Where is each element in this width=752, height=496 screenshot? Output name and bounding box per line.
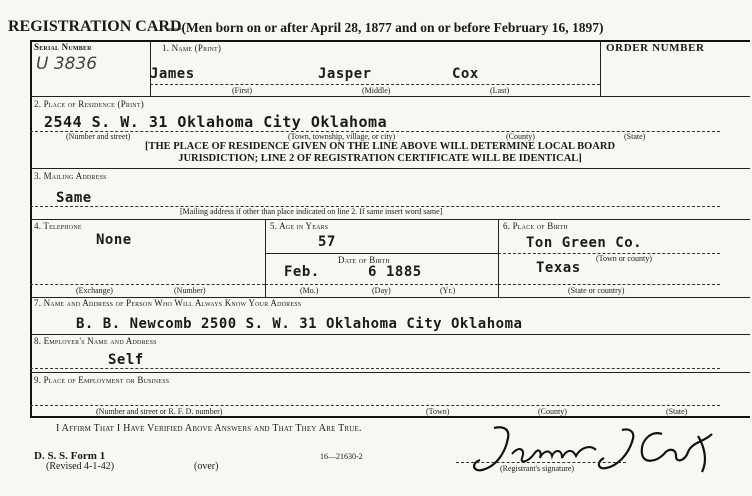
affirm-text: I Affirm That I Have Verified Above Answers and That They Are True. (56, 423, 362, 434)
contact-value: B. B. Newcomb 2500 S. W. 31 Oklahoma City Oklahoma (76, 316, 523, 332)
contact-label: 7. Name and Address of Person Who Will Always Know Your Address (34, 298, 302, 308)
name-middle: Jasper (318, 66, 372, 82)
residence-label: 2. Place of Residence (Print) (34, 99, 144, 109)
residence-value: 2544 S. W. 31 Oklahoma City Oklahoma (44, 113, 388, 131)
employer-value: Self (108, 352, 144, 368)
mailing-value: Same (56, 190, 92, 206)
telephone-value: None (96, 232, 132, 248)
birthplace-state: Texas (536, 260, 581, 276)
dob-label: Date of Birth (338, 255, 390, 265)
telephone-line (30, 284, 265, 285)
workplace-label: 9. Place of Employment or Business (34, 375, 170, 385)
birthplace-state-caption: (State or country) (568, 286, 625, 295)
birthplace-state-line (498, 284, 720, 285)
print-code: 16—21630-2 (320, 452, 363, 461)
birthplace-town-caption: (Town or county) (596, 254, 652, 263)
name-last-caption: (Last) (490, 86, 510, 95)
birthplace-town: Ton Green Co. (526, 235, 643, 251)
age-label: 5. Age in Years (270, 221, 329, 231)
dob-month: Feb. (284, 264, 320, 280)
telephone-exchange-caption: (Exchange) (76, 286, 113, 295)
birthplace-label: 6. Place of Birth (503, 221, 568, 231)
name-line (150, 84, 600, 85)
row8-bottom (30, 372, 750, 373)
residence-notice-2: JURISDICTION; LINE 2 OF REGISTRATION CERTIFICATE WILL BE IDENTICAL] (178, 153, 582, 164)
serial-label: Serial Number (34, 42, 92, 52)
signature-caption: (Registrant's signature) (500, 464, 575, 473)
row1-bottom (30, 96, 750, 97)
residence-state-caption: (State) (624, 132, 646, 141)
dob-day-caption: (Day) (372, 286, 391, 295)
name-first: James (150, 66, 195, 82)
row9-bottom (30, 416, 750, 418)
dob-line (265, 284, 498, 285)
card-subtitle: —(Men born on or after April 28, 1877 and on or before February 16, 1897) (168, 20, 604, 35)
age-birth-divider (498, 219, 499, 297)
telephone-label: 4. Telephone (34, 221, 82, 231)
employer-line (30, 368, 720, 369)
residence-notice-1: [THE PLACE OF RESIDENCE GIVEN ON THE LINE ABOVE WILL DETERMINE LOCAL BOARD (144, 141, 616, 152)
form-revised: (Revised 4-1-42) (46, 461, 115, 472)
row7-bottom (30, 334, 750, 335)
telephone-number-caption: (Number) (174, 286, 206, 295)
age-bottom (265, 253, 498, 254)
name-last: Cox (452, 66, 479, 82)
dob-year-caption: (Yr.) (440, 286, 456, 295)
dob-month-caption: (Mo.) (300, 286, 319, 295)
name-middle-caption: (Middle) (362, 86, 391, 95)
row3-bottom (30, 219, 750, 220)
workplace-town-caption: (Town) (426, 407, 450, 416)
employer-label: 8. Employer's Name and Address (34, 336, 157, 346)
order-number-label: ORDER NUMBER (606, 42, 705, 54)
age-value: 57 (318, 234, 336, 250)
residence-street-caption: (Number and street) (66, 132, 131, 141)
tel-age-divider (265, 219, 266, 297)
serial-value: U 3836 (36, 54, 98, 74)
over-note: (over) (194, 461, 219, 472)
row2-bottom (30, 168, 750, 169)
registrant-signature (472, 420, 732, 484)
residence-county-caption: (County) (506, 132, 535, 141)
form-number: D. S. S. Form 1 (34, 450, 106, 462)
workplace-street-caption: (Number and street or R. F. D. number) (96, 407, 223, 416)
name-label: 1. Name (Print) (162, 43, 222, 53)
mailing-caption: [Mailing address if other than place indicated on line 2. If same insert word same] (180, 207, 443, 216)
workplace-county-caption: (County) (538, 407, 567, 416)
card-title: REGISTRATION CARD (8, 18, 182, 35)
signature-line (456, 462, 626, 463)
residence-town-caption: (Town, township, village, or city) (288, 132, 396, 141)
name-first-caption: (First) (232, 86, 252, 95)
order-divider (600, 40, 601, 96)
dob-year: 1885 (386, 264, 422, 280)
workplace-state-caption: (State) (666, 407, 688, 416)
workplace-line (30, 405, 720, 406)
mailing-label: 3. Mailing Address (34, 171, 107, 181)
dob-day: 6 (368, 264, 377, 280)
